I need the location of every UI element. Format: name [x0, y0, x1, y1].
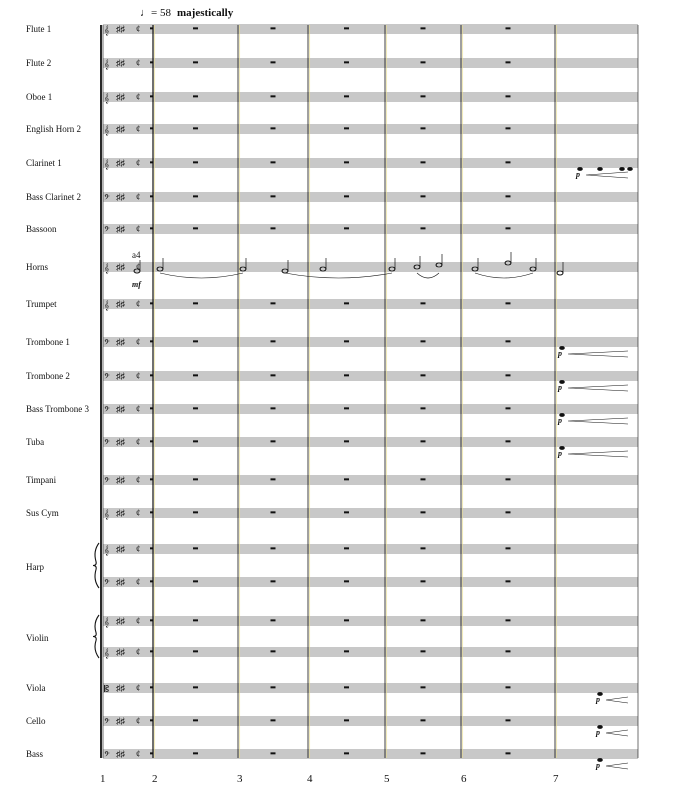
whole-rest [506, 753, 511, 755]
staff-tuba [103, 437, 638, 448]
crescendo-hairpin [568, 385, 628, 391]
whole-rest [344, 720, 349, 722]
key-signature-icon: ♯♯ [116, 404, 125, 414]
key-signature-icon: ♯♯ [116, 224, 125, 234]
whole-rest [506, 162, 511, 164]
piano-dynamic: p [576, 170, 580, 179]
whole-rest [421, 512, 426, 514]
whole-rest [193, 408, 198, 410]
piano-dynamic: p [558, 349, 562, 358]
whole-rest [421, 62, 426, 64]
whole-rest [193, 196, 198, 198]
clef-icon: 𝄡 [104, 684, 110, 694]
whole-rest [344, 441, 349, 443]
instrument-label-tuba: Tuba [26, 437, 45, 447]
staff-flute-2 [103, 58, 638, 70]
time-signature-icon: ¢ [136, 716, 141, 726]
clef-icon: 𝄞 [104, 159, 110, 169]
whole-rest [506, 128, 511, 130]
piano-dynamic: p [558, 449, 562, 458]
whole-rest [506, 620, 511, 622]
whole-rest [193, 341, 198, 343]
staff-trumpet [103, 299, 638, 311]
pickup-rest [150, 687, 153, 689]
crescendo-hairpin [568, 351, 628, 357]
whole-rest [421, 441, 426, 443]
time-signature-icon: ¢ [136, 58, 141, 68]
whole-rest [421, 303, 426, 305]
piano-dynamic: p [558, 383, 562, 392]
time-signature-icon: ¢ [136, 749, 141, 759]
key-signature-icon: ♯♯ [116, 371, 125, 381]
staff-cello [103, 716, 638, 727]
whole-rest [421, 341, 426, 343]
whole-rest [344, 375, 349, 377]
instrument-label-trumpet: Trumpet [26, 299, 57, 309]
time-signature-icon: ¢ [136, 508, 141, 518]
whole-rest [421, 408, 426, 410]
clef-icon: 𝄞 [104, 617, 110, 627]
instrument-label-timpani: Timpani [26, 475, 57, 485]
time-signature-icon: ¢ [136, 437, 141, 447]
instrument-label-trombone-2: Trombone 2 [26, 371, 70, 381]
whole-rest [506, 512, 511, 514]
pickup-rest [150, 196, 153, 198]
instrument-label-bassoon: Bassoon [26, 224, 57, 234]
horns-mf-dynamic: mf [132, 280, 141, 289]
time-signature-icon: ¢ [136, 647, 141, 657]
whole-rest [506, 196, 511, 198]
whole-rest [193, 96, 198, 98]
whole-rest [506, 28, 511, 30]
whole-rest [506, 548, 511, 550]
whole-rest [506, 62, 511, 64]
time-signature-icon: ¢ [136, 224, 141, 234]
staff-trombone-1 [103, 337, 638, 348]
staff-english-horn-2 [103, 124, 638, 136]
whole-rest [344, 479, 349, 481]
harp-brace-icon [93, 543, 99, 588]
whole-rest [506, 303, 511, 305]
measure-number: 4 [307, 773, 313, 785]
key-signature-icon: ♯♯ [116, 508, 125, 518]
entrance-note [597, 167, 603, 171]
time-signature-icon: ¢ [136, 577, 141, 587]
entrance-note [619, 167, 625, 171]
pickup-rest [150, 96, 153, 98]
whole-rest [421, 96, 426, 98]
whole-rest [193, 512, 198, 514]
key-signature-icon: ♯♯ [116, 124, 125, 134]
key-signature-icon: ♯♯ [116, 683, 125, 693]
horn-slur [285, 273, 392, 278]
staff-oboe-1 [103, 92, 638, 104]
whole-rest [193, 620, 198, 622]
instrument-label-violin: Violin [26, 633, 49, 643]
instrument-label-bass: Bass [26, 749, 44, 759]
pickup-rest [150, 62, 153, 64]
whole-rest [421, 687, 426, 689]
violin-brace-icon [93, 615, 99, 658]
whole-rest [506, 341, 511, 343]
pickup-rest [150, 548, 153, 550]
instrument-label-cello: Cello [26, 716, 46, 726]
time-signature-icon: ¢ [136, 616, 141, 626]
clef-icon: 𝄞 [104, 509, 110, 519]
clef-icon: 𝄞 [104, 300, 110, 310]
staff-harp [103, 544, 638, 556]
key-signature-icon: ♯♯ [116, 299, 125, 309]
whole-rest [344, 96, 349, 98]
measure-number: 6 [461, 773, 467, 785]
whole-rest [193, 548, 198, 550]
measure-number: 5 [384, 773, 390, 785]
whole-rest [271, 228, 276, 230]
clef-icon: 𝄞 [104, 125, 110, 135]
whole-rest [421, 196, 426, 198]
whole-rest [193, 128, 198, 130]
whole-rest [271, 62, 276, 64]
tempo-marking [140, 7, 234, 19]
whole-rest [271, 408, 276, 410]
staff-flute-1 [103, 24, 638, 36]
clef-icon: 𝄢 [104, 438, 110, 448]
key-signature-icon: ♯♯ [116, 262, 125, 272]
time-signature-icon: ¢ [136, 299, 141, 309]
tempo-note-symbol: ♩ [140, 7, 151, 19]
whole-rest [271, 375, 276, 377]
key-signature-icon: ♯♯ [116, 577, 125, 587]
pickup-rest [150, 162, 153, 164]
clef-icon: 𝄞 [104, 545, 110, 555]
key-signature-icon: ♯♯ [116, 192, 125, 202]
whole-rest [421, 375, 426, 377]
tempo-expression: majestically [177, 7, 234, 19]
measure-number: 3 [237, 773, 243, 785]
instrument-label-horns: Horns [26, 262, 48, 272]
time-signature-icon: ¢ [136, 371, 141, 381]
instrument-label-bass-clarinet-2: Bass Clarinet 2 [26, 192, 81, 202]
notation-marks [132, 167, 633, 770]
whole-rest [506, 375, 511, 377]
pickup-rest [150, 720, 153, 722]
whole-rest [271, 687, 276, 689]
clef-icon: 𝄢 [104, 193, 110, 203]
measure-number: 7 [553, 773, 559, 785]
pickup-rest [150, 408, 153, 410]
clef-icon: 𝄞 [104, 25, 110, 35]
whole-rest [421, 162, 426, 164]
whole-rest [344, 228, 349, 230]
staff-trombone-2 [103, 371, 638, 382]
pickup-rest [150, 479, 153, 481]
crescendo-hairpin [606, 697, 628, 703]
staff-viola [103, 683, 638, 694]
whole-rest [421, 479, 426, 481]
whole-rest [506, 687, 511, 689]
whole-rest [193, 28, 198, 30]
whole-rest [344, 128, 349, 130]
whole-rest [421, 228, 426, 230]
key-signature-icon: ♯♯ [116, 24, 125, 34]
staff-violin [103, 616, 638, 628]
pickup-rest [150, 28, 153, 30]
staff-clarinet-1 [103, 158, 638, 170]
pickup-rest [150, 753, 153, 755]
key-signature-icon: ♯♯ [116, 749, 125, 759]
whole-rest [193, 753, 198, 755]
time-signature-icon: ¢ [136, 683, 141, 693]
whole-rest [506, 720, 511, 722]
whole-rest [193, 162, 198, 164]
clef-icon: 𝄞 [104, 59, 110, 69]
whole-rest [506, 651, 511, 653]
measure-numbers [100, 773, 559, 785]
whole-rest [506, 408, 511, 410]
whole-rest [193, 720, 198, 722]
time-signature-icon: ¢ [136, 124, 141, 134]
instrument-label-flute-2: Flute 2 [26, 58, 52, 68]
piano-dynamic: p [596, 695, 600, 704]
whole-rest [271, 753, 276, 755]
clef-icon: 𝄢 [104, 717, 110, 727]
clef-icon: 𝄞 [104, 648, 110, 658]
whole-rest [271, 196, 276, 198]
instrument-label-trombone-1: Trombone 1 [26, 337, 70, 347]
time-signature-icon: ¢ [136, 404, 141, 414]
whole-rest [271, 341, 276, 343]
pickup-rest [150, 341, 153, 343]
whole-rest [344, 408, 349, 410]
piano-dynamic: p [558, 416, 562, 425]
whole-rest [344, 620, 349, 622]
key-signature-icon: ♯♯ [116, 158, 125, 168]
measure-number: 1 [100, 773, 106, 785]
whole-rest [271, 581, 276, 583]
key-signature-icon: ♯♯ [116, 544, 125, 554]
whole-rest [271, 651, 276, 653]
whole-rest [506, 479, 511, 481]
whole-rest [271, 96, 276, 98]
pickup-rest [150, 228, 153, 230]
key-signature-icon: ♯♯ [116, 337, 125, 347]
key-signature-icon: ♯♯ [116, 616, 125, 626]
staff-bassoon [103, 224, 638, 235]
whole-rest [271, 479, 276, 481]
whole-rest [271, 548, 276, 550]
staff-system [103, 24, 638, 760]
tempo-value: = 58 [151, 7, 171, 19]
whole-rest [271, 441, 276, 443]
clef-icon: 𝄢 [104, 750, 110, 760]
whole-rest [506, 96, 511, 98]
whole-rest [506, 228, 511, 230]
whole-rest [271, 303, 276, 305]
whole-rest [421, 753, 426, 755]
key-signature-icon: ♯♯ [116, 58, 125, 68]
whole-rest [193, 303, 198, 305]
pickup-rest [150, 581, 153, 583]
instrument-labels [26, 24, 90, 759]
horn-slur [417, 273, 439, 278]
time-signature-icon: ¢ [136, 544, 141, 554]
clef-icon: 𝄢 [104, 372, 110, 382]
whole-rest [271, 162, 276, 164]
whole-rest [421, 651, 426, 653]
whole-rest [421, 720, 426, 722]
crescendo-hairpin [606, 730, 628, 736]
clef-icon: 𝄞 [104, 93, 110, 103]
whole-rest [344, 512, 349, 514]
whole-rest [193, 687, 198, 689]
staff-harp [103, 577, 638, 588]
whole-rest [193, 228, 198, 230]
time-signature-icon: ¢ [136, 337, 141, 347]
whole-rest [421, 548, 426, 550]
clef-icon: 𝄢 [104, 578, 110, 588]
piano-dynamic: p [596, 761, 600, 770]
whole-rest [344, 548, 349, 550]
whole-rest [421, 128, 426, 130]
staff-violin [103, 647, 638, 659]
whole-rest [344, 341, 349, 343]
instrument-label-viola: Viola [26, 683, 46, 693]
clef-icon: 𝄞 [104, 263, 110, 273]
pickup-rest [150, 375, 153, 377]
crescendo-hairpin [568, 451, 628, 457]
instrument-label-oboe-1: Oboe 1 [26, 92, 53, 102]
instrument-label-flute-1: Flute 1 [26, 24, 52, 34]
whole-rest [344, 162, 349, 164]
whole-rest [344, 62, 349, 64]
pickup-rest [150, 620, 153, 622]
horn-slur [160, 273, 243, 278]
whole-rest [421, 620, 426, 622]
time-signature-icon: ¢ [136, 475, 141, 485]
whole-rest [506, 581, 511, 583]
whole-rest [193, 441, 198, 443]
pickup-rest [150, 303, 153, 305]
whole-rest [421, 581, 426, 583]
key-signature-icon: ♯♯ [116, 716, 125, 726]
instrument-label-clarinet-1: Clarinet 1 [26, 158, 62, 168]
instrument-label-sus-cym: Sus Cym [26, 508, 59, 518]
whole-rest [193, 62, 198, 64]
clef-icon: 𝄢 [104, 476, 110, 486]
clef-icon: 𝄢 [104, 225, 110, 235]
whole-rest [344, 303, 349, 305]
key-signature-icon: ♯♯ [116, 475, 125, 485]
whole-rest [271, 720, 276, 722]
measure-number: 2 [152, 773, 158, 785]
whole-rest [344, 687, 349, 689]
whole-rest [271, 512, 276, 514]
staff-timpani [103, 475, 638, 486]
whole-rest [344, 753, 349, 755]
entrance-note [627, 167, 633, 171]
whole-rest [271, 128, 276, 130]
pickup-rest [150, 512, 153, 514]
time-signature-icon: ¢ [136, 262, 141, 272]
whole-rest [271, 620, 276, 622]
horns-a4-label: a4 [132, 250, 141, 260]
staff-bass [103, 749, 638, 760]
whole-rest [421, 28, 426, 30]
whole-rest [344, 196, 349, 198]
staff-bass-trombone-3 [103, 404, 638, 415]
time-signature-icon: ¢ [136, 24, 141, 34]
key-signature-icon: ♯♯ [116, 92, 125, 102]
key-signature-icon: ♯♯ [116, 647, 125, 657]
time-signature-icon: ¢ [136, 158, 141, 168]
pickup-rest [150, 128, 153, 130]
whole-rest [193, 479, 198, 481]
staff-bass-clarinet-2 [103, 192, 638, 203]
whole-rest [271, 28, 276, 30]
crescendo-hairpin [606, 763, 628, 769]
crescendo-hairpin [568, 418, 628, 424]
whole-rest [193, 375, 198, 377]
whole-rest [193, 581, 198, 583]
pickup-rest [150, 651, 153, 653]
instrument-label-harp: Harp [26, 562, 44, 572]
piano-dynamic: p [596, 728, 600, 737]
crescendo-hairpin [586, 172, 628, 178]
instrument-label-bass-trombone-3: Bass Trombone 3 [26, 404, 90, 414]
time-signature-icon: ¢ [136, 92, 141, 102]
measure-rests [150, 28, 511, 755]
whole-rest [193, 651, 198, 653]
horn-note [557, 271, 563, 275]
whole-rest [344, 651, 349, 653]
clef-icon: 𝄢 [104, 338, 110, 348]
whole-rest [344, 28, 349, 30]
instrument-label-english-horn-2: English Horn 2 [26, 124, 81, 134]
whole-rest [506, 441, 511, 443]
staff-sus-cym [103, 508, 638, 520]
whole-rest [344, 581, 349, 583]
clef-icon: 𝄢 [104, 405, 110, 415]
time-signature-icon: ¢ [136, 192, 141, 202]
horn-slur [475, 273, 533, 278]
key-signature-icon: ♯♯ [116, 437, 125, 447]
pickup-rest [150, 441, 153, 443]
